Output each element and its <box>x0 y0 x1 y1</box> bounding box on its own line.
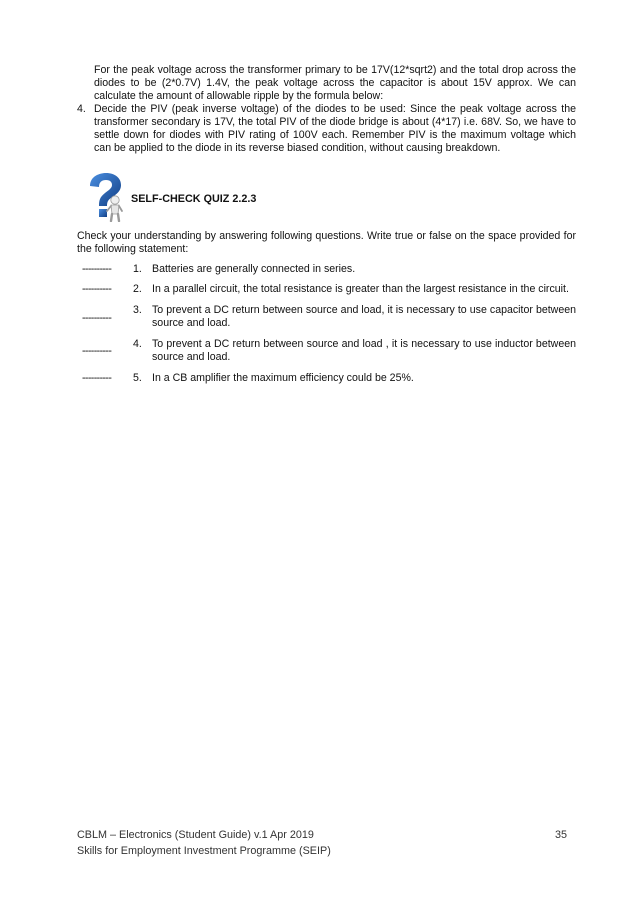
question-number: 4. <box>133 338 142 350</box>
question-number: 3. <box>133 304 142 316</box>
intro-paragraph: For the peak voltage across the transformer primary to be 17V(12*sqrt2) and the total drop across the diodes to be (2*0.7V) 1.4V, the peak voltage across the capacitor is about 15V approx. We can calculate the amount of allowable ripple by the formula below: <box>94 64 576 102</box>
answer-blank[interactable]: ---------- <box>82 283 112 295</box>
question-mark-figure-icon <box>82 172 128 222</box>
answer-blank[interactable]: ---------- <box>82 372 112 384</box>
answer-blank[interactable]: ---------- <box>82 345 112 357</box>
question-text: Batteries are generally connected in series. <box>152 263 356 275</box>
question-number: 2. <box>133 283 142 295</box>
question-number: 5. <box>133 372 142 384</box>
question-text: In a CB amplifier the maximum efficiency could be 25%. <box>152 372 414 384</box>
page-number: 35 <box>555 829 568 841</box>
footer-title: CBLM – Electronics (Student Guide) v.1 Apr 2019 <box>77 829 314 841</box>
question-text: To prevent a DC return between source and load , it is necessary to use inductor between source and load. <box>152 338 576 363</box>
question-text: In a parallel circuit, the total resistance is greater than the largest resistance in the circuit. <box>152 283 569 295</box>
quiz-instructions: Check your understanding by answering following questions. Write true or false on the space provided for the following statement: <box>77 230 576 255</box>
answer-blank[interactable]: ---------- <box>82 312 112 324</box>
step-4-paragraph: Decide the PIV (peak inverse voltage) of the diodes to be used: Since the peak voltage across the transformer secondary is 17V, the total PIV of the diode bridge is about (4*17) i.e. 68V. So, we have to settle down for diodes with PIV rating of 100V each. Remember PIV is the maximum voltage which can be applied to the diode in its reverse biased condition, without causing breakdown. <box>94 103 576 154</box>
answer-blank[interactable]: ---------- <box>82 263 112 275</box>
quiz-title: SELF-CHECK QUIZ 2.2.3 <box>131 193 257 205</box>
question-number: 1. <box>133 263 142 275</box>
question-text: To prevent a DC return between source and load, it is necessary to use capacitor between source and load. <box>152 304 576 329</box>
footer-subtitle: Skills for Employment Investment Programme (SEIP) <box>77 845 331 857</box>
step-number: 4. <box>77 103 86 115</box>
